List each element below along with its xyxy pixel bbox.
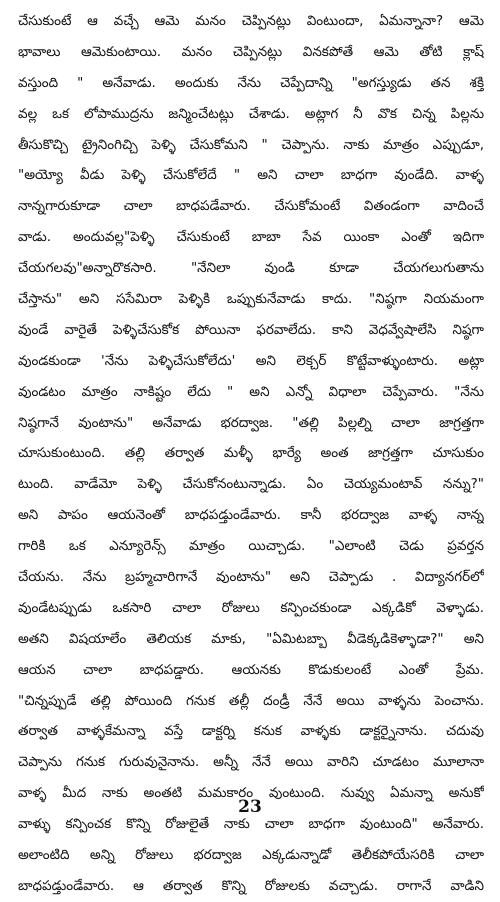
text-line: గారికి ఒక ఎన్యూరెన్స్ మాత్రం యిచ్చాడు. "ఎలాంటి చెడు ప్రవర్తన — [18, 538, 484, 555]
text-line: టుంది. వాడేమో పెళ్ళి చేసుకోనంటున్నాడు. ఏం చెయ్యమంటావ్ నన్ను?" — [18, 476, 484, 493]
text-line: వాళ్ళు కన్పించక కొన్ని రోజులైతే నాకు చాలా బాధగా వుంటుంది" అనేవారు. — [18, 816, 484, 833]
text-line: వుండే వారైతే పెళ్ళిచేసుకోక పోయినా ఫరవాలేదు. కాని వెధవ్వేషాలేసి నిష్ఠగా — [18, 321, 484, 338]
text-line: వల్ల ఒక లోపాముద్రను జన్మించేటట్లు చేశాడు. అట్లాగ నీ వొక చిన్న పిల్లను — [18, 105, 484, 122]
text-line: చెప్పాను గనుక గురువునైనాను. అన్నీ నేనే అయి వారిని చూడటం మూలానా — [18, 754, 484, 771]
text-line: తర్వాత వాళ్ళకేమన్నా వస్తే డాక్టర్ని కనుక వాళ్ళకు డాక్టర్నైనాను. చదువు — [18, 723, 484, 740]
text-line: తీసుకొచ్చి ట్రైనింగిచ్చి పెళ్ళి చేసుకోమని " చెప్పాను. నాకు మాత్రం ఎప్పుడూ, — [18, 136, 484, 153]
text-line: బాధపడ్తుండేవారు. ఆ తర్వాత కొన్ని రోజులకు వచ్చాడు. రాగానే వాడిని — [18, 877, 484, 894]
text-line: వుండేటప్పుడు ఒకసారి చాలా రోజులు కన్పించకుండా ఎక్కడికో వెళ్ళాడు. — [18, 599, 484, 616]
text-line: వాడు. అందువల్ల"పెళ్ళి చేసుకుంటే బాబా సేవ యింకా ఎంతో ఇదిగా — [18, 229, 484, 246]
text-line: చేయగలవు"అన్నారొకసారి. "నేనిలా వుండి కూడా చేయగలుగుతాను — [18, 260, 484, 277]
text-line: చేయను. నేను బ్రహ్మచారిగానే వుంటాను" అని చెప్పాడు . విద్యానగర్‌లో — [18, 569, 484, 586]
text-line: "చిన్నప్పుడే తల్లి పోయింది గనుక తల్లీ దండ్రీ నేనే అయి వాళ్ళను పెంచాను. — [18, 692, 484, 709]
text-line: అతని విషయాలేం తెలియక మాకు, "ఏమిటబ్బా వీడెక్కడికెళ్ళాడా?" అని — [18, 630, 484, 647]
text-line: చేస్తాను" అని ససేమిరా పెళ్ళికి ఒప్పుకునేవాడు కాదు. "నిష్ఠగా నియమంగా — [18, 291, 484, 308]
text-line: నాన్నగారుకూడా చాలా బాధపడేవారు. చేసుకోమంటే వితండంగా వాదించే — [18, 198, 484, 215]
text-line: నిష్ఠగానే వుంటాను" అనేవాడు భరద్వాజ. "తల్లి పిల్లల్ని చాలా జాగ్రత్తగా — [18, 414, 484, 431]
text-line: వస్తుంది " అనేవాడు. అందుకు నేను చెప్పేదాన్ని "అగస్త్యుడు తన శక్తి — [18, 74, 484, 91]
text-line: ఆయన చాలా బాధపడ్డారు. ఆయనకు కొడుకులంటే ఎంతో ప్రేమ. — [18, 661, 484, 678]
text-line: చేసుకుంటే ఆ వచ్చే ఆమె మనం చెప్పినట్లు వింటుందా, ఏమన్నానా? ఆమె — [18, 13, 484, 29]
text-line: భావాలు ఆమెకుంటాయి. మనం చెప్పినట్లు వినకపోతే ఆమె తోటి క్లాష్ — [18, 43, 484, 60]
text-line: వుండకుండా 'నేను పెళ్ళిచేసుకోలేదు' అని లెక్చర్ కొట్టేవాళ్ళుంటారు. అట్లా — [18, 352, 484, 369]
body-text — [18, 6, 484, 902]
text-line: వుండటం మాత్రం నాకిష్టం లేదు " అని ఎన్నో విధాలా చెప్పేవారు. "నేను — [18, 383, 484, 400]
text-line: అలాంటిది అన్ని రోజులు భరద్వాజ ఎక్కడున్నాడో తెలీకపోయేసరికి చాలా — [18, 847, 484, 864]
text-line: వాళ్ళ మీద నాకు అంతటి మమకారం వుంటుంది. నువ్వు ఏమన్నా అనుకో — [18, 785, 484, 802]
text-line: చూసుకుంటుంది. తల్లి తర్వాత మళ్ళీ భార్యే అంత జాగ్రత్తగా చూసుకుం — [18, 445, 484, 462]
text-line: "అయ్యో వీడు పెళ్ళి చేసుకోలేదే " అని చాలా బాధగా వుండేది. వాళ్ళ — [18, 167, 484, 184]
page-number: 23 — [238, 797, 262, 817]
text-line: అని పాపం ఆయనెంతో బాధపడ్తుండేవారు. కానీ భరద్వాజ వాళ్ళ నాన్న — [18, 507, 484, 524]
